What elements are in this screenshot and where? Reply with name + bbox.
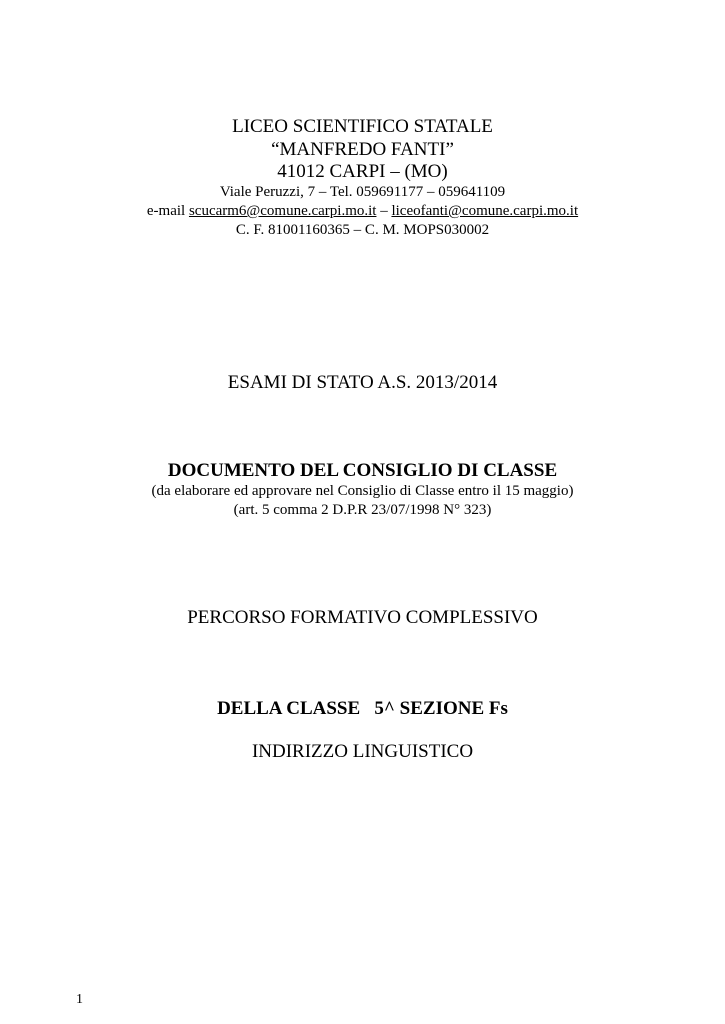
- email-link-2[interactable]: liceofanti@comune.carpi.mo.it: [391, 203, 579, 219]
- class-title: DELLA CLASSE 5^ SEZIONE Fs: [217, 698, 508, 719]
- course-address: INDIRIZZO LINGUISTICO: [251, 741, 474, 762]
- school-title: “MANFREDO FANTI”: [271, 139, 454, 160]
- document-title: DOCUMENTO DEL CONSIGLIO DI CLASSE: [167, 460, 558, 481]
- school-address: Viale Peruzzi, 7 – Tel. 059691177 – 059641109: [219, 184, 506, 200]
- course-title: PERCORSO FORMATIVO COMPLESSIVO: [187, 607, 538, 628]
- school-name: LICEO SCIENTIFICO STATALE: [232, 116, 493, 137]
- email-prefix: e-mail: [146, 203, 189, 219]
- email-separator: –: [376, 203, 392, 219]
- document-note-1: (da elaborare ed approvare nel Consiglio di Classe entro il 15 maggio): [151, 483, 574, 499]
- exam-title: ESAMI DI STATO A.S. 2013/2014: [227, 372, 498, 393]
- email-link-1[interactable]: scucarm6@comune.carpi.mo.it: [188, 203, 377, 219]
- school-email: [0, 202, 725, 220]
- school-codes: C. F. 81001160365 – C. M. MOPS030002: [235, 222, 490, 238]
- document-note-2: (art. 5 comma 2 D.P.R 23/07/1998 N° 323): [233, 502, 492, 518]
- school-city: 41012 CARPI – (MO): [277, 161, 448, 182]
- page-number: 1: [76, 992, 83, 1007]
